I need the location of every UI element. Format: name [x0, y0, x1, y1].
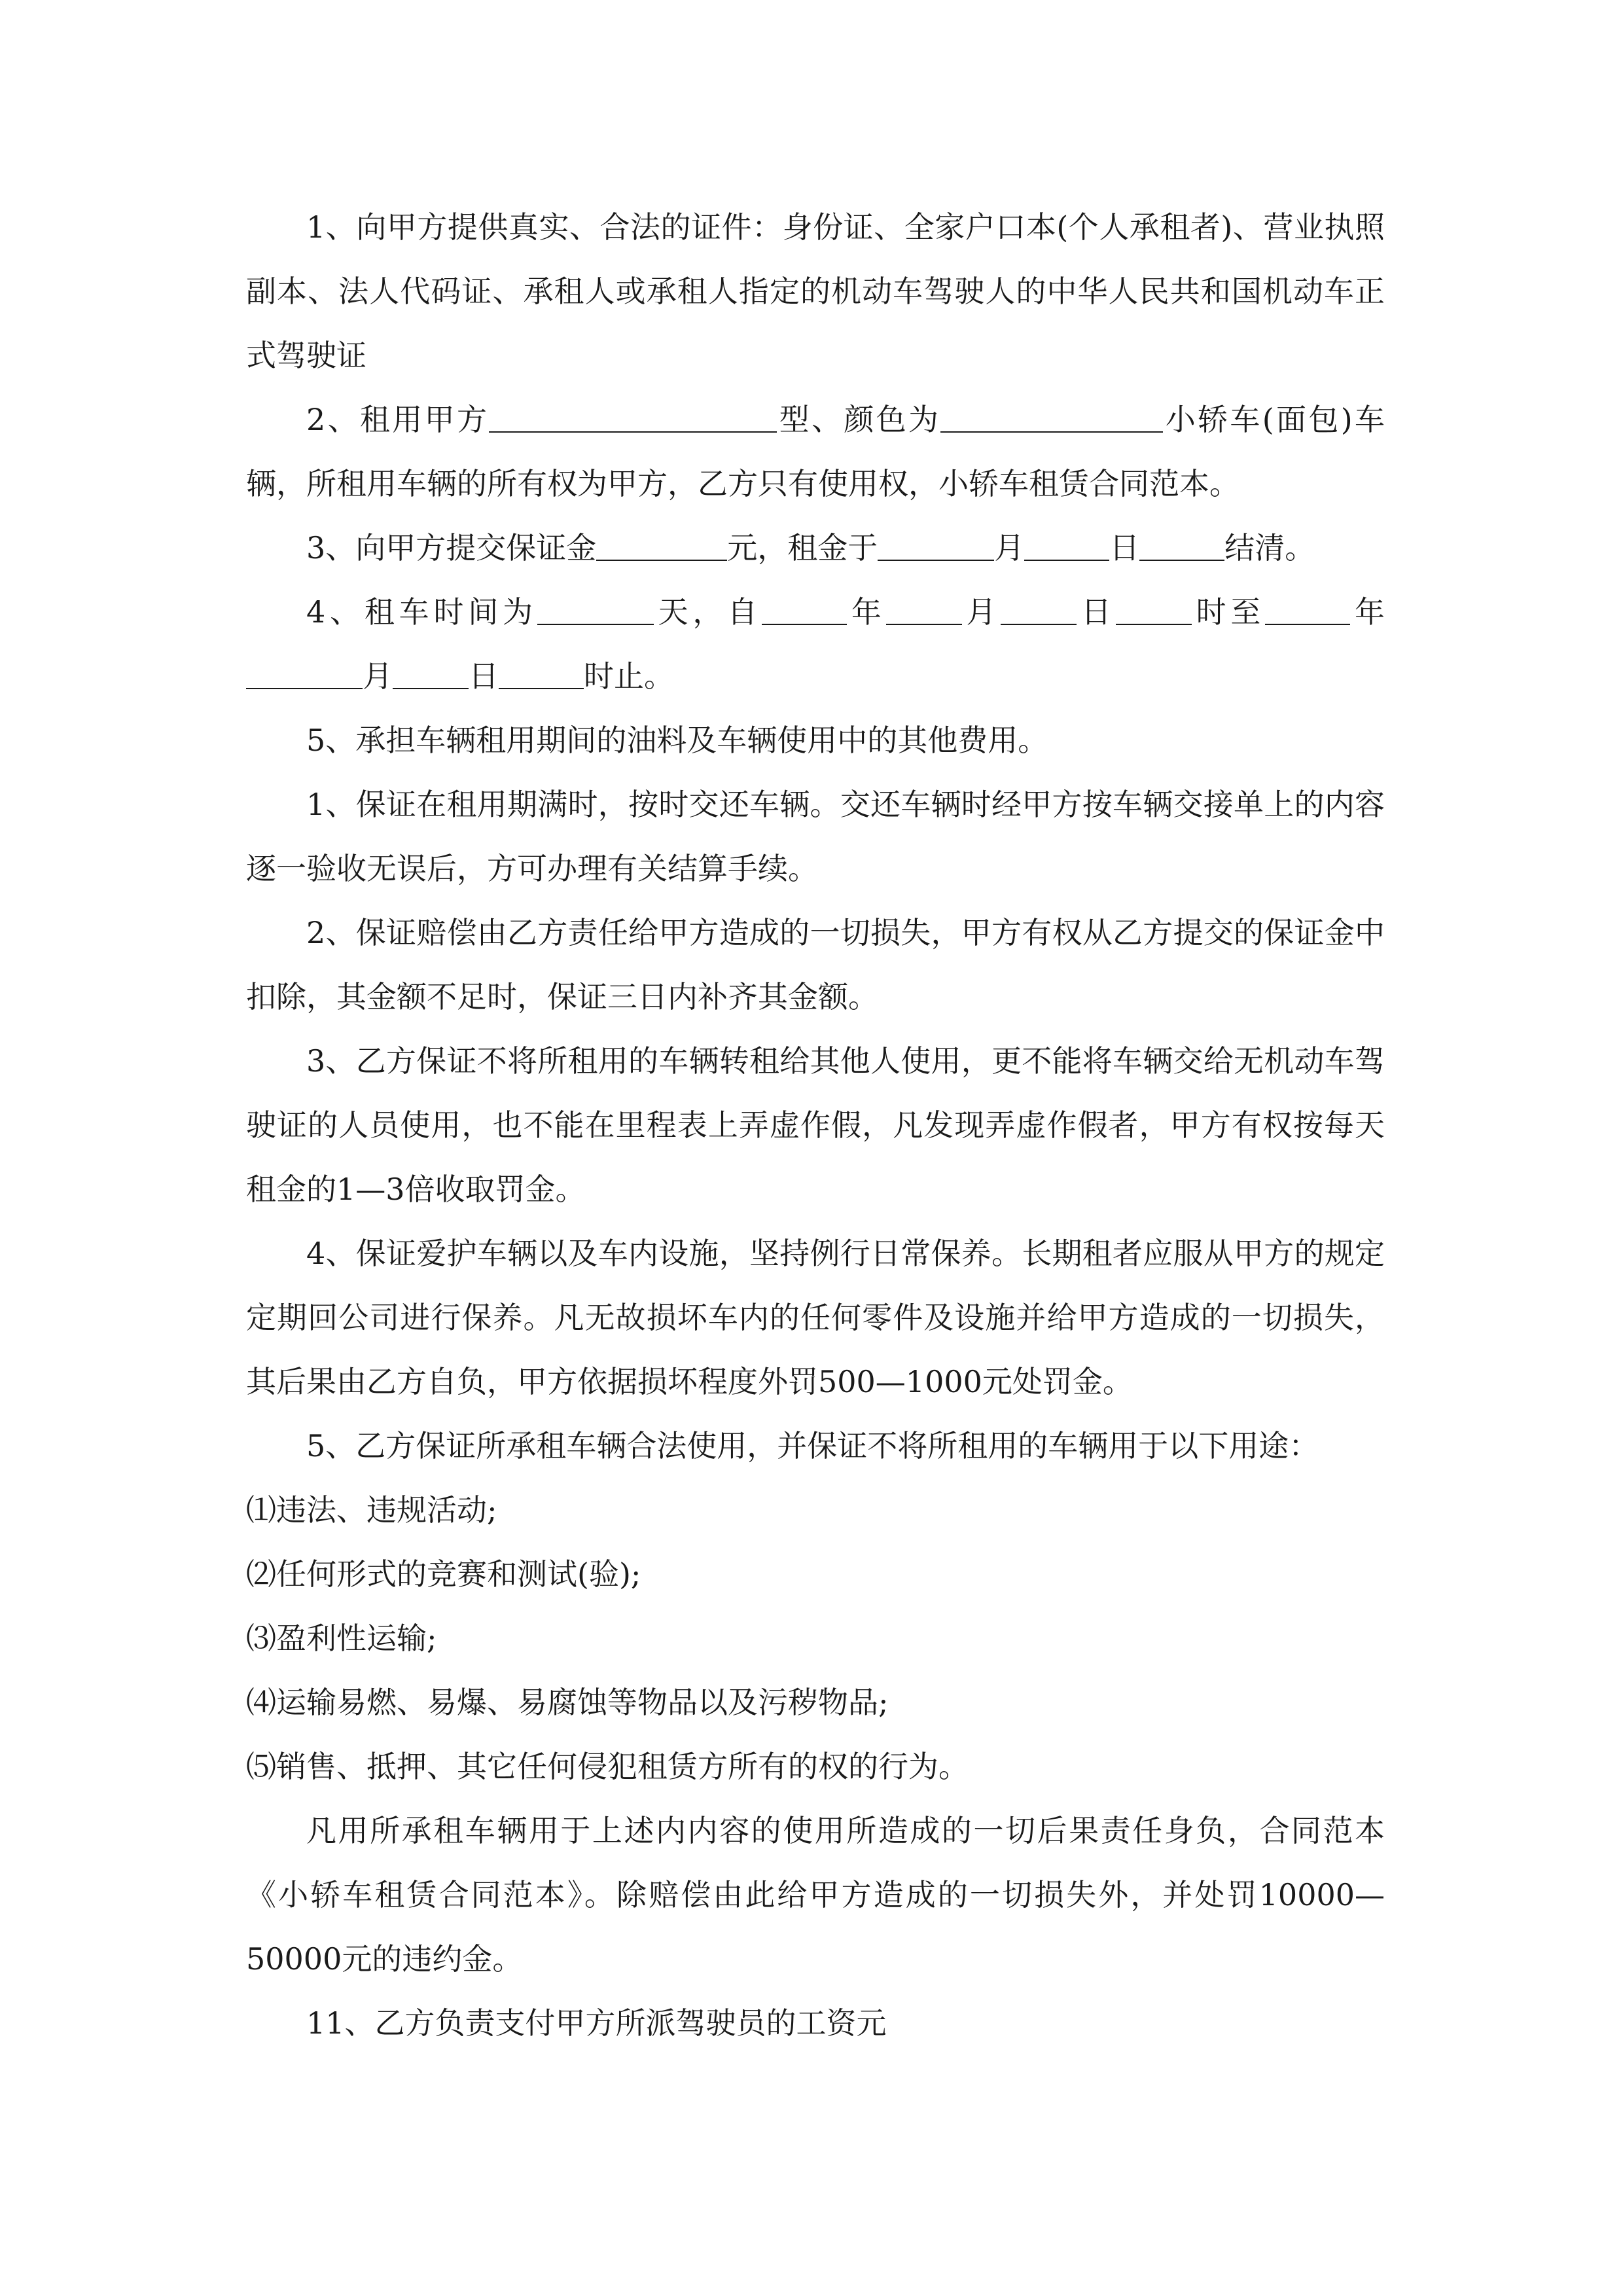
end-hour-blank [499, 662, 584, 689]
settle-month-blank [1024, 533, 1109, 561]
vehicle-color-blank [940, 405, 1163, 433]
start-month-blank [886, 598, 962, 625]
clause-4-text-i: 日 [469, 658, 499, 694]
end-blank-lead [246, 662, 363, 689]
prohibited-use-item: ⑶盈利性运输; [246, 1621, 437, 1656]
clause-4-text-g: 年 [1350, 594, 1385, 630]
start-hour-blank [1116, 598, 1192, 625]
settle-blank-1 [878, 533, 994, 561]
guarantee-4-maintenance: 4、保证爱护车辆以及车内设施，坚持例行日常保养。长期租者应服从甲方的规定定期回公司进行保养。凡无故损坏车内的任何零件及设施并给甲方造成的一切损失，其后果由乙方自负，甲方依据损坏程度外罚500—1000元处罚金。 [246, 1236, 1385, 1399]
guarantee-2-compensation: 2、保证赔偿由乙方责任给甲方造成的一切损失，甲方有权从乙方提交的保证金中扣除，其金额不足时，保证三日内补齐其金额。 [246, 915, 1385, 1014]
guarantee-3-no-sublease: 3、乙方保证不将所租用的车辆转租给其他人使用，更不能将车辆交给无机动车驾驶证的人员使用，也不能在里程表上弄虚作假，凡发现弄虚作假者，甲方有权按每天租金的1—3倍收取罚金。 [246, 1043, 1385, 1207]
clause-4-rental-period [246, 580, 1385, 708]
clause-4-text-d: 月 [961, 594, 1001, 630]
prohibited-use-item: ⑸销售、抵押、其它任何侵犯租赁方所有的权的行为。 [246, 1749, 969, 1784]
clause-11-driver-wages: 11、乙方负责支付甲方所派驾驶员的工资元 [306, 2005, 887, 2041]
vehicle-model-blank [489, 405, 777, 433]
start-year-blank [762, 598, 847, 625]
clause-3-text-a: 3、向甲方提交保证金 [306, 530, 597, 565]
days-blank [537, 598, 654, 625]
guarantee-1-return: 1、保证在租用期满时，按时交还车辆。交还车辆时经甲方按车辆交接单上的内容逐一验收无误后，方可办理有关结算手续。 [246, 787, 1385, 886]
clause-4-text-j: 时止。 [584, 658, 674, 694]
document-body [246, 195, 1385, 2055]
settle-day-blank [1139, 533, 1224, 561]
clause-2-text-a: 2、租用甲方 [306, 402, 490, 437]
clause-4-text-e: 日 [1077, 594, 1116, 630]
clause-4-text-a: 4、租车时间为 [306, 594, 537, 630]
clause-4-text-h: 月 [363, 658, 393, 694]
prohibited-use-item: ⑵任何形式的竞赛和测试(验); [246, 1556, 641, 1592]
penalty-clause: 凡用所承租车辆用于上述内内容的使用所造成的一切后果责任身负，合同范本《小轿车租赁合同范本》。除赔偿由此给甲方造成的一切损失外，并处罚10000—50000元的违约金。 [246, 1813, 1385, 1977]
end-day-blank [393, 662, 469, 689]
clause-2-text-b: 型、颜色为 [777, 402, 941, 437]
clause-3-text-b: 元，租金于 [727, 530, 878, 565]
prohibited-use-item: ⑷运输易燃、易爆、易腐蚀等物品以及污秽物品; [246, 1685, 889, 1720]
clause-4-text-c: 年 [847, 594, 886, 630]
end-year-blank [1265, 598, 1350, 625]
guarantee-5-legal-use: 5、乙方保证所承租车辆合法使用，并保证不将所租用的车辆用于以下用途： [306, 1428, 1319, 1463]
clause-4-text-b: 天，自 [653, 594, 762, 630]
deposit-amount-blank [596, 533, 727, 561]
clause-3-text-e: 结清。 [1224, 530, 1315, 565]
prohibited-use-item: ⑴违法、违规活动; [246, 1492, 497, 1528]
clause-3-deposit [246, 516, 1385, 580]
clause-5-fuel-costs: 5、承担车辆租用期间的油料及车辆使用中的其他费用。 [306, 723, 1048, 758]
clause-3-text-d: 日 [1109, 530, 1140, 565]
clause-3-text-c: 月 [994, 530, 1025, 565]
clause-1-documents: 1、向甲方提供真实、合法的证件：身份证、全家户口本(个人承租者)、营业执照副本、法人代码证、承租人或承租人指定的机动车驾驶人的中华人民共和国机动车正式驾驶证 [246, 209, 1385, 373]
clause-2-vehicle [246, 387, 1385, 516]
clause-2-text-c: 小轿车(面包)车辆，所租用车辆的所有权为甲方，乙方只有使用权，小轿车租赁合同范本。 [246, 402, 1385, 501]
start-day-blank [1001, 598, 1077, 625]
clause-4-text-f: 时至 [1191, 594, 1266, 630]
